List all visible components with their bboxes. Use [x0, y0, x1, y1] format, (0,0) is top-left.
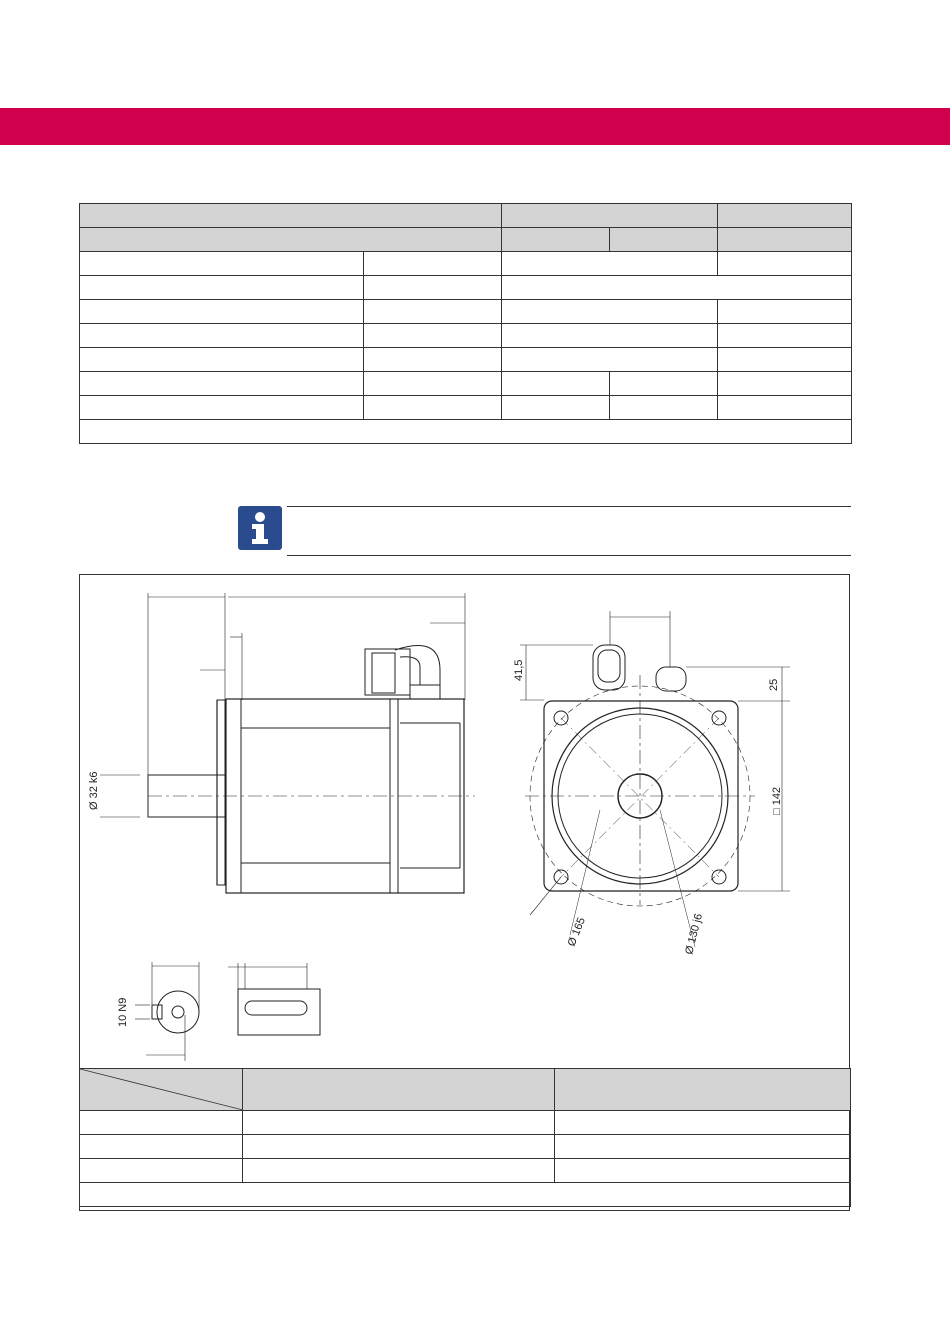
table-row — [80, 276, 852, 300]
header-band — [0, 108, 950, 145]
pitch-circle-label: Ø 165 — [565, 915, 589, 949]
table-row — [80, 1159, 851, 1183]
note-rule-top — [287, 506, 851, 507]
centering-label: Ø 130 j6 — [683, 912, 705, 956]
dimension-drawing — [79, 574, 850, 1211]
table-row — [80, 1135, 851, 1159]
table-row — [80, 1069, 851, 1111]
table-row — [80, 396, 852, 420]
info-icon — [238, 506, 282, 550]
connector-offset-label: 25 — [768, 678, 780, 691]
flange-height-label: 41,5 — [513, 659, 525, 681]
table-row — [80, 1183, 851, 1207]
key-width-label: 10 N9 — [117, 997, 129, 1027]
side-view — [88, 593, 475, 893]
square-size-label: □ 142 — [771, 786, 783, 815]
shaft-detail — [117, 962, 320, 1061]
table-row — [80, 372, 852, 396]
table-row — [80, 300, 852, 324]
note-rule-bottom — [287, 555, 851, 556]
table-row — [80, 1111, 851, 1135]
shaft-diameter-label: Ø 32 k6 — [88, 771, 100, 810]
diagonal-header-cell — [80, 1069, 243, 1111]
spec-table — [79, 203, 852, 444]
table-row — [80, 204, 852, 228]
front-view — [513, 611, 790, 956]
table-row — [80, 252, 852, 276]
table-row — [80, 324, 852, 348]
dimension-table — [79, 1068, 851, 1207]
table-row — [80, 228, 852, 252]
table-row — [80, 420, 852, 444]
table-row — [80, 348, 852, 372]
